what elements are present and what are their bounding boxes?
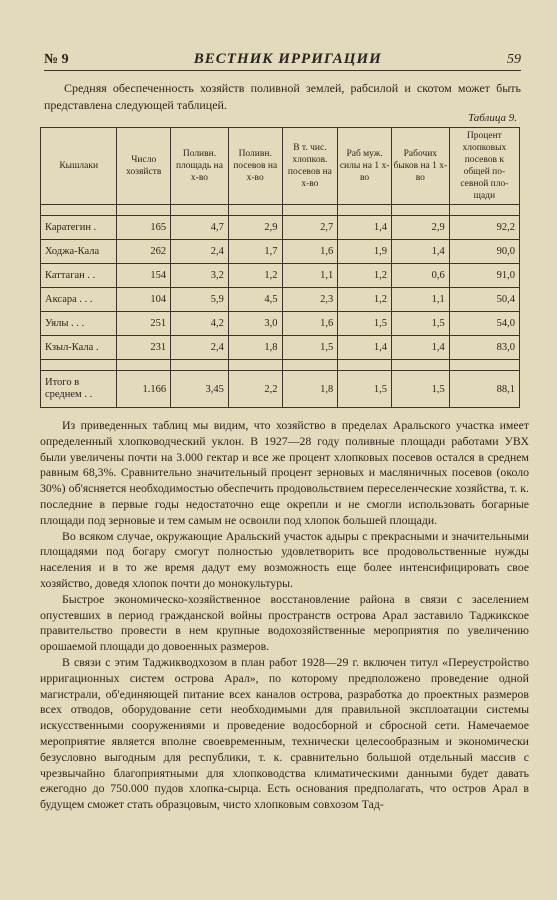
table-spacer-row [41, 360, 520, 371]
table-cell: 1,1 [282, 264, 338, 288]
row-label-cell: Итого в среднем . . [41, 371, 117, 408]
column-header: Поливн. площадь на х-во [171, 128, 229, 205]
table-header-row [41, 128, 520, 205]
table-cell: 4,7 [171, 216, 229, 240]
table-cell: 90,0 [449, 240, 519, 264]
table-cell: 2,9 [391, 216, 449, 240]
table-cell: 1,4 [338, 216, 392, 240]
table-cell: 92,2 [449, 216, 519, 240]
table-cell: 1,4 [391, 240, 449, 264]
table-cell: 2,9 [228, 216, 282, 240]
article-body [40, 418, 529, 813]
row-label-cell: Кзыл-Кала . [41, 336, 117, 360]
journal-title: ВЕСТНИК ИРРИГАЦИИ [193, 51, 382, 67]
table-cell: 1,8 [228, 336, 282, 360]
table-cell: 2,4 [171, 336, 229, 360]
paragraph: Во всяком случае, окружающие Аральский участок адыры с прекрасными и значительными площадями под богару смогут полностью удовлетворить все продовольственные нужды населения и в то же время дадут ему возможность еще более интенсифицировать свое хозяйство, доведя хлопок почти до монокультуры. [40, 528, 529, 590]
table-cell: 50,4 [449, 288, 519, 312]
column-header: Раб муж. силы на 1 х-во [338, 128, 392, 205]
row-label-cell: Аксара . . . [41, 288, 117, 312]
table-cell: 2,2 [228, 371, 282, 408]
issue-number: № 9 [44, 52, 69, 67]
column-header: Процент хлопковых посевов к общей по-севной пло-щади [449, 128, 519, 205]
table-cell: 1,6 [282, 240, 338, 264]
table-cell: 1,5 [282, 336, 338, 360]
table-cell: 2,7 [282, 216, 338, 240]
table-cell: 1,5 [391, 371, 449, 408]
table-cell: 3,2 [171, 264, 229, 288]
table-row [41, 288, 520, 312]
table-cell: 3,45 [171, 371, 229, 408]
column-header: Поливн. посевов на х-во [228, 128, 282, 205]
column-header: В т. чис. хлопков. посевов на х-во [282, 128, 338, 205]
table-cell: 1,2 [338, 264, 392, 288]
table-cell: 1,1 [391, 288, 449, 312]
paragraph: Из приведенных таблиц мы видим, что хозяйство в пределах Аральского участка имеет определенный хлопководческий уклон. В 1927—28 году поливные площади работами УВХ были увеличены почти на 3.000 гектар и все же процент хлопковых посевов остался в среднем равным 68,3%. Сравнительно значительный процент зерновых и масляничных посевов (около 30%) об'ясняется необходимостью обеспечить продовольствием переселенческие хозяйства, т. к. последние в первые годы недостаточно еще окрепли и не смогли использовать богарные площади под зерновые и тем самым не освоили под хлопок большей площади. [40, 418, 529, 527]
table-cell: 4,5 [228, 288, 282, 312]
page-header [44, 46, 521, 71]
table-cell: 231 [117, 336, 171, 360]
table-cell: 54,0 [449, 312, 519, 336]
table-cell: 251 [117, 312, 171, 336]
table-cell: 83,0 [449, 336, 519, 360]
table-cell: 154 [117, 264, 171, 288]
table-cell: 1,5 [338, 312, 392, 336]
table-cell: 1,6 [282, 312, 338, 336]
table-cell: 5,9 [171, 288, 229, 312]
table-cell: 2,4 [171, 240, 229, 264]
row-label-cell: Ходжа-Кала [41, 240, 117, 264]
table-cell: 1,4 [391, 336, 449, 360]
table-cell: 1,9 [338, 240, 392, 264]
data-table [40, 127, 520, 408]
table-row [41, 312, 520, 336]
table-cell: 91,0 [449, 264, 519, 288]
table-row [41, 240, 520, 264]
table-cell: 1,7 [228, 240, 282, 264]
paragraph: Быстрое экономическо-хозяйственное восстановление района в связи с заселением опустевших в период гражданской войны пространств острова Арал заставило Таджикское правительство провести в нем крупные водохозяйственные мероприятия по увеличению орошаемой площади до довоенных размеров. [40, 591, 529, 654]
table-row [41, 336, 520, 360]
table-cell: 3,0 [228, 312, 282, 336]
paragraph: В связи с этим Таджикводхозом в план работ 1928—29 г. включен титул «Переустройство ирригационных систем острова Арал», по которому предположено проведение одной магистрали, об'единяющей питание всех каналов острова, разработка до проектных размеров всех отводов, оборудование сети необходимыми для правильной эксплоатации системы искусственными сооружениями и проведение водосборной и сбросной сети. Намечаемое мероприятие является вполне своевременным, технически целесообразным и экономически безусловно выгодным для республики, т. к. сравнительно большой отдельный массив с чрезвычайно благоприятными для хлопководства климатическими данными будет давать ежегодно до 750.000 пудов хлопка-сырца. Есть основания предполагать, что остров Арал в будущем сможет стать образцовым, чисто хлопковым совхозом Тад- [40, 654, 529, 812]
table-cell: 1,2 [338, 288, 392, 312]
table-cell: 1,8 [282, 371, 338, 408]
table-cell: 1,5 [338, 371, 392, 408]
intro-paragraph: Средняя обеспеченность хозяйств поливной землей, рабсилой и скотом может быть представлена следующей таблицей. [44, 81, 521, 112]
row-label-cell: Каратегин . [41, 216, 117, 240]
table-spacer-row [41, 205, 520, 216]
table-cell: 1,2 [228, 264, 282, 288]
table-cell: 2,3 [282, 288, 338, 312]
table-cell: 1,4 [338, 336, 392, 360]
table-row [41, 264, 520, 288]
column-header: Рабочих быков на 1 х-во [391, 128, 449, 205]
row-label-cell: Каттаган . . [41, 264, 117, 288]
table-cell: 88,1 [449, 371, 519, 408]
column-header: Число хозяйств [117, 128, 171, 205]
table-cell: 262 [117, 240, 171, 264]
table-caption: Таблица 9. [468, 112, 517, 124]
table-cell: 1,5 [391, 312, 449, 336]
table-total-row [41, 371, 520, 408]
table-cell: 1.166 [117, 371, 171, 408]
table-cell: 165 [117, 216, 171, 240]
table-cell: 4,2 [171, 312, 229, 336]
page-number: 59 [507, 52, 521, 67]
table-cell: 104 [117, 288, 171, 312]
row-label-cell: Уялы . . . [41, 312, 117, 336]
table-cell: 0,6 [391, 264, 449, 288]
table-row [41, 216, 520, 240]
column-header: Кышлаки [41, 128, 117, 205]
